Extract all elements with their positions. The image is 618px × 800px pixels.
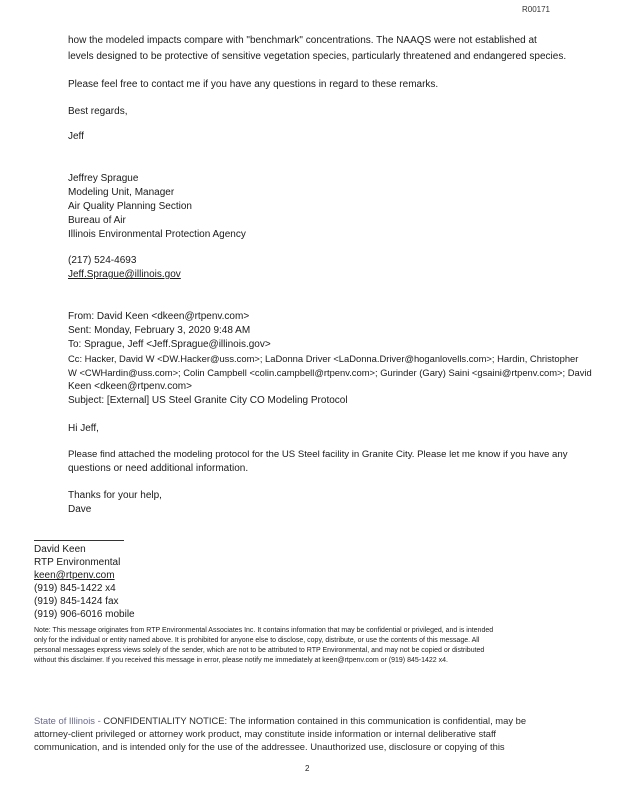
signature-bureau: Bureau of Air [68,215,126,226]
confidentiality-text-1: CONFIDENTIALITY NOTICE: The information contained in this communication is confidential, may be [103,715,527,726]
intro-line-2: levels designed to be protective of sensitive vegetation species, particularly threatened and endangered species. [68,51,567,62]
header-sent: Sent: Monday, February 3, 2020 9:48 AM [68,325,251,336]
header-cc-line-3: Keen <dkeen@rtpenv.com> [68,381,192,392]
header-from: From: David Keen <dkeen@rtpenv.com> [68,311,250,322]
note-line-3: personal messages express views solely of the sender, which are not to be attributed to RTP Environmental, and may not be copied or distributed [34,647,485,654]
intro-line-1: how the modeled impacts compare with "benchmark" concentrations. The NAAQS were not established at [68,35,537,46]
closing: Best regards, [68,106,128,117]
confidentiality-lead: State of Illinois - [34,715,101,726]
signature-name: Jeffrey Sprague [68,173,139,184]
body-greeting: Hi Jeff, [68,423,99,434]
body-name: Dave [68,504,92,515]
note-line-2: only for the individual or entity named above. It is prohibited for anyone else to disclose, copy, distribute, or use the contents of this message. All [34,637,480,644]
contact-line: Please feel free to contact me if you have any questions in regard to these remarks. [68,79,439,90]
keen-mobile: (919) 906-6016 mobile [34,609,135,620]
confidentiality-line-3: communication, and is intended only for the use of the addressee. Unauthorized use, disclosure or copying of this [34,741,505,752]
keen-company: RTP Environmental [34,557,121,568]
keen-phone: (919) 845-1422 x4 [34,583,116,594]
body-thanks: Thanks for your help, [68,490,162,501]
signature-section: Air Quality Planning Section [68,201,192,212]
page-number: 2 [305,764,310,773]
confidentiality-line-1 [34,714,594,727]
note-line-4: without this disclaimer. If you received this message in error, please notify me immediately at keen@rtpenv.com or (919) 845-1422 x4. [34,657,448,664]
signature-email-link[interactable]: Jeff.Sprague@illinois.gov [68,269,181,280]
keen-name: David Keen [34,544,86,555]
keen-fax: (919) 845-1424 fax [34,596,119,607]
header-to: To: Sprague, Jeff <Jeff.Sprague@illinois.gov> [68,339,271,350]
header-cc-line-1: Cc: Hacker, David W <DW.Hacker@uss.com>; LaDonna Driver <LaDonna.Driver@hoganlovells.com>; Hardin, Christopher [68,353,579,364]
signature-divider [34,540,124,541]
sign-name: Jeff [68,131,84,142]
signature-phone: (217) 524-4693 [68,255,137,266]
bates-stamp: R00171 [521,5,550,14]
header-cc-line-2: W <CWHardin@uss.com>; Colin Campbell <colin.campbell@rtpenv.com>; Gurinder (Gary) Saini <gsaini@rtpenv.com>; David [68,367,592,378]
signature-agency: Illinois Environmental Protection Agency [68,229,246,240]
header-subject: Subject: [External] US Steel Granite City CO Modeling Protocol [68,395,348,406]
signature-title: Modeling Unit, Manager [68,187,175,198]
note-line-1: Note: This message originates from RTP Environmental Associates Inc. It contains information that may be confidential or privileged, and is intended [34,627,494,634]
body-line-1: Please find attached the modeling protocol for the US Steel facility in Granite City. Please let me know if you have any [68,449,568,460]
keen-email-link[interactable]: keen@rtpenv.com [34,570,115,581]
confidentiality-line-2: attorney-client privileged or attorney work product, may constitute inside information or internal deliberative staff [34,728,497,739]
body-line-2: questions or need additional information. [68,463,249,474]
